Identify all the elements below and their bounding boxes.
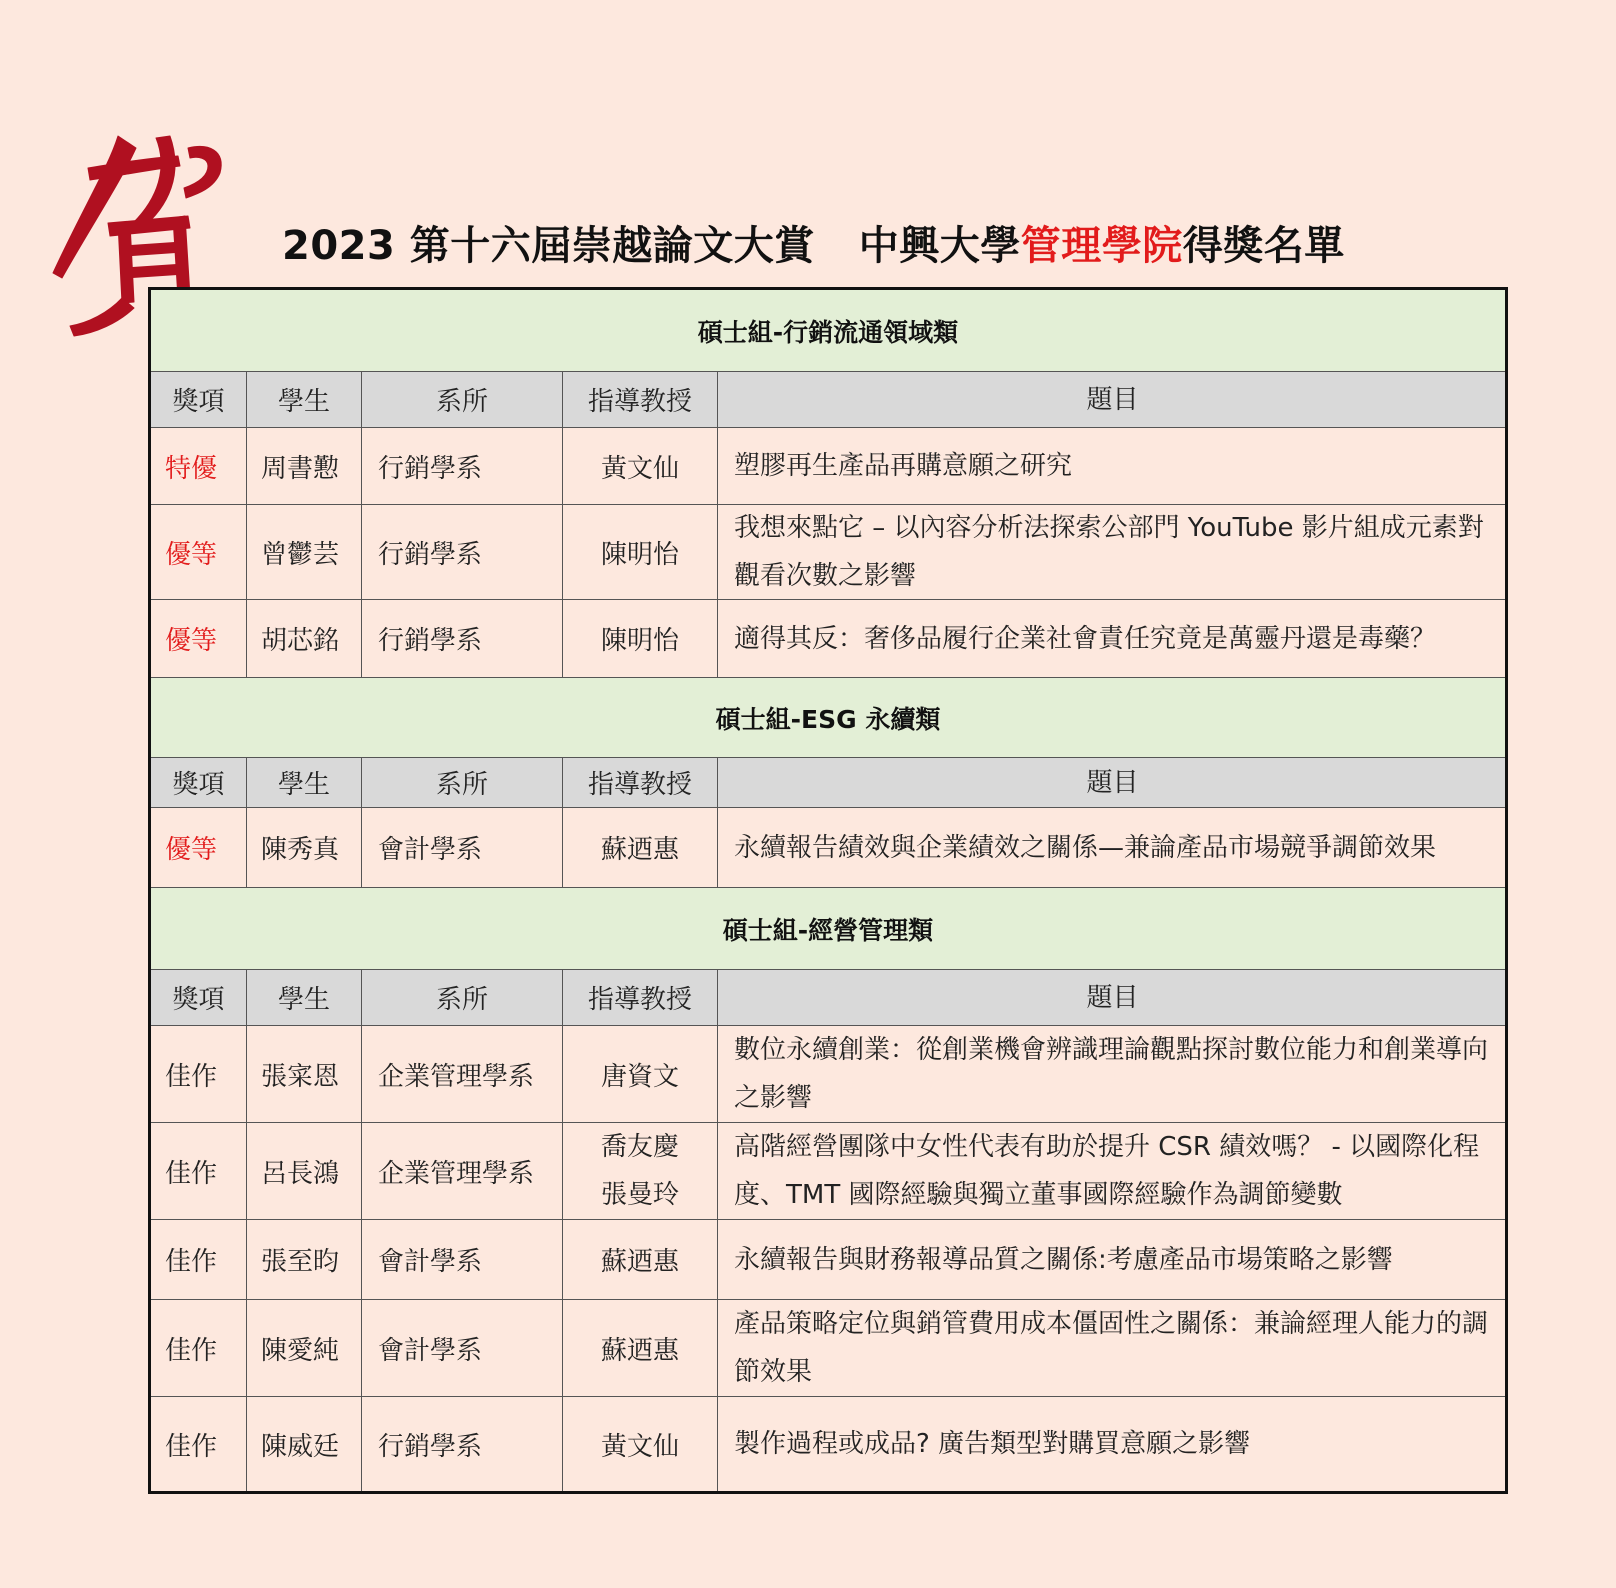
advisor-cell	[563, 1123, 718, 1219]
title-part3: 管理學院	[1020, 223, 1183, 269]
section-header	[151, 678, 1505, 758]
dept-cell: 行銷學系	[362, 505, 563, 599]
student-cell: 曾鬱芸	[247, 505, 362, 599]
student-cell: 胡芯銘	[247, 600, 362, 677]
header-advisor: 指導教授	[563, 372, 718, 427]
table-row	[151, 1220, 1505, 1300]
header-award: 獎項	[151, 970, 247, 1025]
section-header	[151, 888, 1505, 970]
award-cell: 佳作	[151, 1300, 247, 1396]
dept-cell: 行銷學系	[362, 600, 563, 677]
award-cell: 特優	[151, 428, 247, 504]
dept-cell: 會計學系	[362, 808, 563, 887]
dept-cell: 會計學系	[362, 1300, 563, 1396]
advisor-cell: 蘇迺惠	[563, 808, 718, 887]
column-header-row	[151, 372, 1505, 428]
advisor-cell: 陳明怡	[563, 505, 718, 599]
column-header-row	[151, 758, 1505, 808]
dept-cell: 行銷學系	[362, 1397, 563, 1491]
title-part1: 2023 第十六屆崇越論文大賞	[282, 223, 815, 269]
advisor-cell: 黃文仙	[563, 428, 718, 504]
advisor-name: 張曼玲	[600, 1180, 679, 1210]
table-row	[151, 600, 1505, 678]
header-student: 學生	[247, 372, 362, 427]
header-advisor: 指導教授	[563, 758, 718, 807]
advisor-cell: 陳明怡	[563, 600, 718, 677]
advisor-cell: 蘇迺惠	[563, 1300, 718, 1396]
topic-cell: 數位永續創業：從創業機會辨識理論觀點探討數位能力和創業導向之影響	[734, 1035, 1489, 1113]
dept-cell: 企業管理學系	[362, 1123, 563, 1219]
header-award: 獎項	[151, 758, 247, 807]
header-student: 學生	[247, 970, 362, 1025]
table-row	[151, 1397, 1505, 1491]
advisor-cell: 蘇迺惠	[563, 1220, 718, 1299]
student-cell: 陳秀真	[247, 808, 362, 887]
advisor-cell: 黃文仙	[563, 1397, 718, 1491]
award-table	[148, 287, 1508, 1494]
award-cell: 優等	[151, 505, 247, 599]
student-cell: 張至昀	[247, 1220, 362, 1299]
dept-cell: 行銷學系	[362, 428, 563, 504]
dept-cell: 會計學系	[362, 1220, 563, 1299]
section-title: 碩士組-ESG 永續類	[715, 704, 941, 734]
column-header-row	[151, 970, 1505, 1026]
topic-cell: 產品策略定位與銷管費用成本僵固性之關係：兼論經理人能力的調節效果	[734, 1309, 1489, 1387]
header-topic: 題目	[1086, 982, 1139, 1013]
title-part2: 中興大學	[858, 223, 1021, 269]
table-row	[151, 1123, 1505, 1220]
topic-cell: 永續報告績效與企業績效之關係—兼論產品市場競爭調節效果	[734, 832, 1437, 863]
student-cell: 周書懃	[247, 428, 362, 504]
topic-cell: 塑膠再生產品再購意願之研究	[734, 451, 1073, 481]
topic-cell: 我想來點它 – 以內容分析法探索公部門 YouTube 影片組成元素對觀看次數之影響	[734, 513, 1484, 591]
topic-cell: 高階經營團隊中女性代表有助於提升 CSR 績效嗎？ - 以國際化程度、TMT 國際經驗與獨立董事國際經驗作為調節變數	[734, 1132, 1480, 1210]
header-advisor: 指導教授	[563, 970, 718, 1025]
student-cell: 呂長鴻	[247, 1123, 362, 1219]
table-row	[151, 505, 1505, 600]
award-cell: 優等	[151, 600, 247, 677]
award-cell: 優等	[151, 808, 247, 887]
table-row	[151, 808, 1505, 888]
table-row	[151, 428, 1505, 505]
header-dept: 系所	[362, 970, 563, 1025]
page-title	[282, 214, 1345, 271]
award-cell: 佳作	[151, 1397, 247, 1491]
dept-cell: 企業管理學系	[362, 1026, 563, 1122]
award-cell: 佳作	[151, 1123, 247, 1219]
topic-cell: 永續報告與財務報導品質之關係:考慮產品市場策略之影響	[734, 1244, 1393, 1275]
award-cell: 佳作	[151, 1220, 247, 1299]
topic-cell: 適得其反：奢侈品履行企業社會責任究竟是萬靈丹還是毒藥？	[734, 623, 1437, 654]
header-award: 獎項	[151, 372, 247, 427]
topic-cell: 製作過程或成品? 廣告類型對購買意願之影響	[734, 1429, 1251, 1459]
table-row	[151, 1300, 1505, 1397]
student-cell: 陳威廷	[247, 1397, 362, 1491]
student-cell: 張寀恩	[247, 1026, 362, 1122]
student-cell: 陳愛純	[247, 1300, 362, 1396]
advisor-name: 喬友慶	[600, 1132, 679, 1162]
table-row	[151, 1026, 1505, 1123]
section-title: 碩士組-經營管理類	[722, 915, 934, 945]
advisor-cell: 唐資文	[563, 1026, 718, 1122]
section-title: 碩士組-行銷流通領域類	[697, 317, 959, 347]
section-header	[151, 290, 1505, 372]
title-part4: 得獎名單	[1182, 223, 1345, 269]
header-dept: 系所	[362, 758, 563, 807]
award-cell: 佳作	[151, 1026, 247, 1122]
header-dept: 系所	[362, 372, 563, 427]
header-topic: 題目	[1086, 767, 1139, 798]
header-topic: 題目	[1086, 384, 1139, 415]
header-student: 學生	[247, 758, 362, 807]
